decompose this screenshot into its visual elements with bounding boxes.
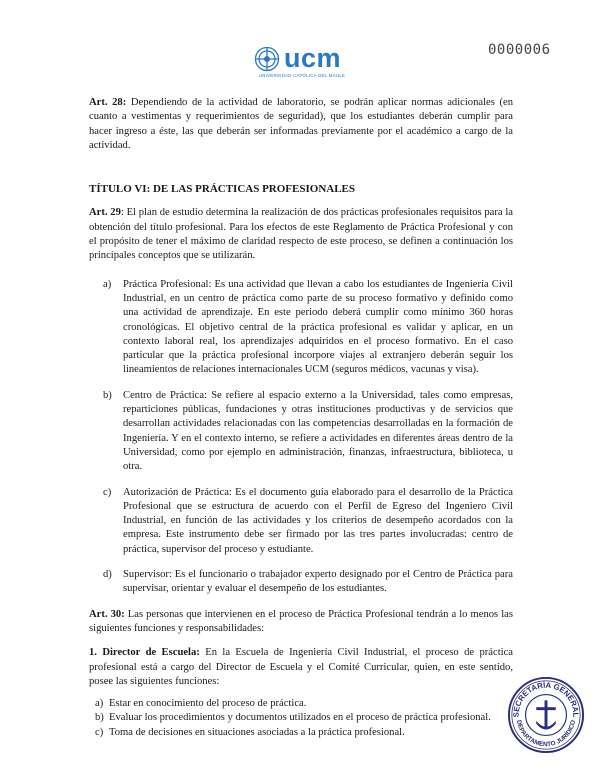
- item-marker: b): [95, 712, 104, 724]
- document-body: [89, 96, 513, 740]
- function-item: [95, 726, 513, 740]
- item-text: Práctica Profesional: Es una actividad que llevan a cabo los estudiantes de Ingeniería Civil Industrial, en un centro de práctica como parte de su proceso formativo y definido como una actividad de aprendizaje. En este periodo deberá cumplir como mínimo 360 horas cronológicas. El objetivo central de la práctica profesional es validar y aplicar, en un contexto laboral real, los aprendizajes adquiridos en el proceso formativo. En el caso particular que la práctica profesional incorpore viajes al extranjero deberán seguir los lineamientos de relaciones internacionales UCM (seguros médicos, vacunas y visa).: [123, 278, 513, 376]
- item-marker: c): [95, 726, 104, 738]
- item-text: Estar en conocimiento del proceso de práctica.: [109, 698, 307, 710]
- director-functions-list: [89, 697, 513, 740]
- item-marker: a): [95, 698, 104, 710]
- item-text: Autorización de Práctica: Es el documento guía elaborado para el desarrollo de la Práctica Profesional que se estructura de acuerdo con el Perfil de Egreso del Ingeniero Civil Industrial, en función de las actividades y los criterios de desempeño acordados con la empresa. Este instrumento debe ser firmado por las tres partes involucradas: centro de práctica, supervisor del proceso y estudiante.: [123, 486, 513, 555]
- seal-emblem-icon: [536, 700, 556, 729]
- article-label: Art. 30:: [89, 608, 125, 620]
- item-text: Supervisor: Es el funcionario o trabajador experto designado por el Centro de Práctica para supervisar, orientar y evaluar el desempeño de los estudiantes.: [123, 569, 513, 595]
- seal-bottom-text: DEPARTAMENTO JURÍDICO: [514, 719, 578, 749]
- definition-item: [103, 568, 513, 597]
- function-item: [95, 697, 513, 711]
- item-text: Evaluar los procedimientos y documentos utilizados en el proceso de práctica profesional.: [109, 712, 491, 724]
- seal-top-text: SECRETARÍA GENERAL: [511, 680, 581, 718]
- article-text: Las personas que intervienen en el proceso de Práctica Profesional tendrán a lo menos las siguientes funciones y responsabilidades:: [89, 608, 513, 634]
- item-text: Centro de Práctica: Se refiere al espacio externo a la Universidad, tales como empresas, reparticiones públicas, fundaciones y otras instituciones productivas y de servicios que desarrollan actividades relacionadas con las competencias desarrolladas en la formación de Ingeniería. Y en el contexto interno, se refiere a actividades en diferentes áreas dentro de la Universidad, como por ejemplo en administración, finanzas, infraestructura, biblioteca, u otra.: [123, 389, 513, 473]
- definition-item: [103, 486, 513, 557]
- secretaria-general-seal: [507, 676, 585, 754]
- definition-item: [103, 389, 513, 475]
- article-28: [89, 96, 513, 153]
- logo-subtitle: UNIVERSIDAD CATÓLICA DEL MAULE: [258, 73, 346, 78]
- ucm-emblem-icon: [252, 46, 282, 72]
- item-marker: b): [103, 389, 112, 401]
- article-29: [89, 206, 513, 263]
- function-item: [95, 711, 513, 725]
- logo-wordmark: ucm: [284, 43, 342, 73]
- article-label: Art. 29: [89, 207, 121, 219]
- item-marker: c): [103, 486, 112, 498]
- article-30: [89, 608, 513, 637]
- director-text: En la Escuela de Ingeniería Civil Industrial, el proceso de práctica profesional está a cargo del Director de Escuela y el Comité Curricular, quien, en este sentido, posee las siguientes funciones:: [89, 647, 513, 687]
- page-header: [0, 0, 601, 95]
- definitions-list: [89, 278, 513, 597]
- director-paragraph: [89, 646, 513, 689]
- article-label: Art. 28:: [89, 97, 127, 108]
- section-title: TÍTULO VI: DE LAS PRÁCTICAS PROFESIONALES: [89, 183, 355, 196]
- item-marker: a): [103, 278, 112, 290]
- item-marker: d): [103, 569, 112, 581]
- ucm-logo: [252, 44, 352, 84]
- article-text: Dependiendo de la actividad de laboratorio, se podrán aplicar normas adicionales (en cuanto a vestimentas y requerimientos de seguridad), que los estudiantes deberán cumplir para hacer ingreso a éste, las que deberán ser informadas previamente por el académico a cargo de la actividad.: [89, 97, 513, 151]
- definition-item: [103, 278, 513, 378]
- director-label: 1. Director de Escuela:: [89, 647, 200, 659]
- article-text: : El plan de estudio determina la realización de dos prácticas profesionales requisitos para la obtención del título profesional. Para los efectos de este Reglamento de Práctica Profesional y con el propósito de tener el máximo de claridad respecto de este proceso, se definen a continuación los principales conceptos que se utilizarán.: [89, 207, 513, 262]
- folio-number: 0000006: [488, 42, 551, 58]
- item-text: Toma de decisiones en situaciones asociadas a la práctica profesional.: [109, 726, 405, 738]
